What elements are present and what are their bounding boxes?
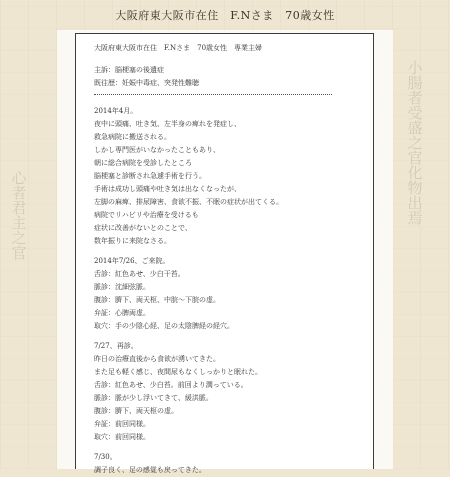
text-line: 7/30。: [94, 453, 117, 461]
medical-history: 既往歴：妊娠中毒症、突発性難聴: [94, 79, 199, 87]
text-line: 脳梗塞と診断され急遽手術を行う。: [94, 172, 206, 180]
divider: [94, 94, 332, 95]
background-calligraphy-right: 小腸者受盛之官化物出焉: [405, 60, 424, 225]
text-line: 脈診：脈が少し浮いてきて、緩洪脈。: [94, 394, 213, 402]
page-title: 大阪府東大阪市在住 F.Nさま 70歳女性: [115, 9, 335, 22]
text-line: 左脚の麻痺、排尿障害、食欲不振、不眠の症状が出てくる。: [94, 198, 283, 206]
text-line: 救急病院に搬送される。: [94, 133, 171, 141]
text-line: 病院でリハビリや治療を受けるも: [94, 211, 199, 219]
case-intro: 大阪府東大阪市在住 F.Nさま 70歳女性 専業主婦: [94, 44, 263, 52]
main-complaint: 主訴：脳梗塞の後遺症: [94, 66, 164, 74]
background-calligraphy-left: 心者君主之官: [9, 170, 28, 260]
text-line: しかし専門医がいなかったこともあり、: [94, 146, 220, 154]
case-card: [75, 33, 374, 474]
text-line: 2014年4月。: [94, 107, 138, 115]
text-line: 症状に改善がないとのことで、: [94, 224, 192, 232]
text-line: また足も軽く感じ、夜間尿もなくしっかりと眠れた。: [94, 368, 262, 376]
section-third-visit: [94, 451, 373, 477]
text-line: 調子良く、足の感覚も戻ってきた。: [94, 466, 206, 474]
text-line: 腹診：臍下、両天枢、中脘～下脘の虚。: [94, 296, 220, 304]
text-line: 弁証：前回同様。: [94, 420, 150, 428]
text-line: 舌診：紅色あせ、少白苔。前回より潤っている。: [94, 381, 248, 389]
text-line: 弁証：心脾両虚。: [94, 309, 150, 317]
text-line: 昨日の治療直後から食欲が湧いてきた。: [94, 355, 220, 363]
text-line: 舌診：紅色あせ、少白干苔。: [94, 270, 185, 278]
text-line: 朝に総合病院を受診したところ: [94, 159, 192, 167]
text-line: 脈診：沈細弦脈。: [94, 283, 150, 291]
case-content: [76, 34, 373, 477]
text-line: 数年振りに来院なさる。: [94, 237, 171, 245]
text-line: 2014年7/26、ご来院。: [94, 257, 170, 265]
section-second-visit: [94, 340, 373, 444]
section-onset: [94, 105, 373, 248]
text-line: 夜中に頭痛、吐き気、左半身の痺れを発症し、: [94, 120, 241, 128]
text-line: 7/27、再診。: [94, 342, 138, 350]
text-line: 腹診：臍下、両天枢の虚。: [94, 407, 178, 415]
section-first-visit: [94, 255, 373, 333]
text-line: 手術は成功し頭痛や吐き気は出なくなったが、: [94, 185, 241, 193]
page-header: [0, 0, 450, 30]
text-line: 取穴：手の少陰心経、足の太陰脾経の経穴。: [94, 322, 234, 330]
text-line: 取穴：前回同様。: [94, 433, 150, 441]
